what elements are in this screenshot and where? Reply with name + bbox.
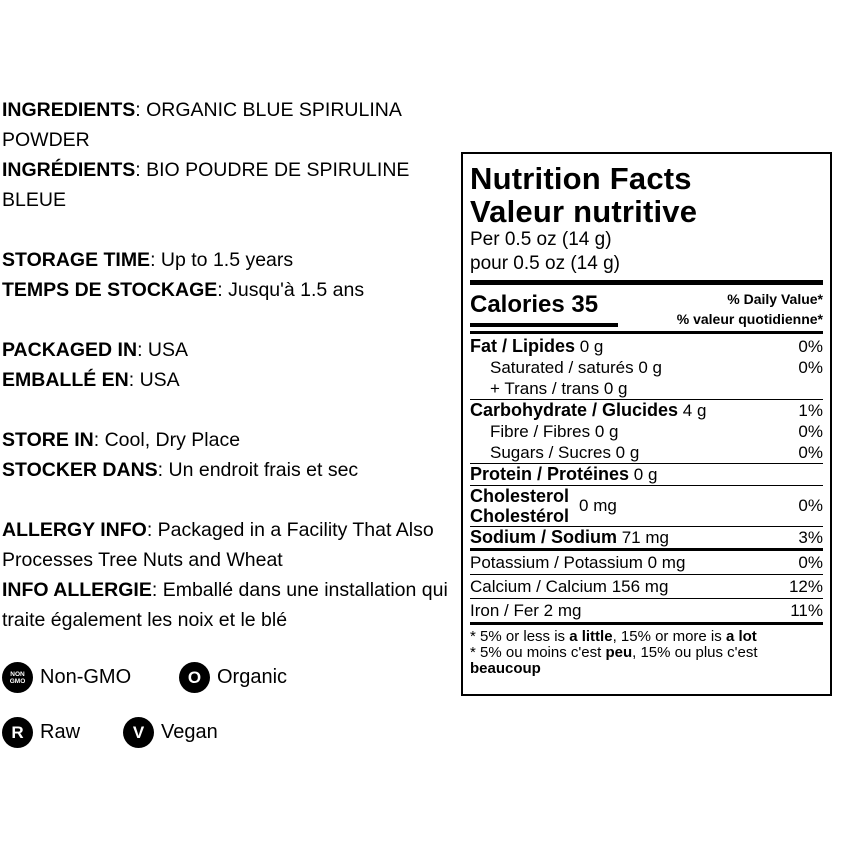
- potassium-row: [470, 551, 823, 574]
- calories-row: [470, 285, 823, 327]
- carbohydrate-label: Carbohydrate / Glucides: [470, 400, 679, 420]
- store-en-label: STORE IN: [2, 429, 94, 451]
- nutrition-facts-table: [461, 152, 832, 696]
- calcium-label: Calcium / Calcium 156 mg: [470, 577, 669, 596]
- iron-row: [470, 599, 823, 622]
- saturated-dv: 0%: [798, 358, 823, 377]
- daily-value-header: [677, 289, 823, 329]
- trans-row: [470, 378, 823, 399]
- storage-time-en-value: : Up to 1.5 years: [150, 249, 294, 271]
- ingredients-en: [2, 95, 457, 155]
- storage-time-fr: [2, 275, 457, 305]
- product-info: [2, 95, 457, 635]
- store-fr-value: : Un endroit frais et sec: [157, 459, 359, 481]
- carbohydrate-row: [470, 400, 823, 421]
- non-gmo-label: Non-GMO: [40, 666, 132, 688]
- fat-dv: 0%: [798, 337, 823, 356]
- store-en: [2, 425, 457, 455]
- packaged-fr: [2, 365, 457, 395]
- cholesterol-dv: 0%: [798, 496, 823, 515]
- allergy-fr: [2, 575, 457, 635]
- ingredients-fr-label: INGRÉDIENTS: [2, 159, 136, 181]
- store-fr: [2, 455, 457, 485]
- sugars-dv: 0%: [798, 443, 823, 462]
- footnote-en-a: * 5% or less is: [470, 628, 570, 645]
- serving-en: Per 0.5 oz (14 g): [470, 229, 612, 250]
- fibre-label: Fibre / Fibres 0 g: [490, 422, 619, 441]
- packaged-en-label: PACKAGED IN: [2, 339, 138, 361]
- fat-row: [470, 336, 823, 357]
- potassium-label: Potassium / Potassium 0 mg: [470, 553, 686, 572]
- badge-vegan: [123, 717, 218, 748]
- organic-label: Organic: [217, 666, 288, 688]
- protein-amount: 0 g: [629, 465, 658, 484]
- protein-label: Protein / Protéines: [470, 464, 630, 484]
- cholesterol-row: [470, 486, 823, 526]
- packaged-en: [2, 335, 457, 365]
- badge-raw: [2, 717, 80, 748]
- fat-label: Fat / Lipides: [470, 336, 576, 356]
- storage-time-fr-value: : Jusqu'à 1.5 ans: [217, 279, 365, 301]
- storage-time-en-label: STORAGE TIME: [2, 249, 151, 271]
- allergy-fr-label: INFO ALLERGIE: [2, 579, 152, 601]
- cholesterol-fr: Cholestérol: [470, 506, 570, 526]
- fat-amount: 0 g: [575, 337, 604, 356]
- organic-icon: O: [179, 662, 210, 693]
- footnote-en-c: , 15% or more is: [612, 628, 726, 645]
- non-gmo-icon-bottom: GMO: [9, 677, 26, 685]
- nutrition-title-fr: Valeur nutritive: [470, 194, 698, 229]
- divider-medium: [470, 622, 823, 625]
- divider-medium: [470, 331, 823, 334]
- calories: Calories 35: [470, 291, 599, 318]
- iron-dv: 11%: [790, 601, 823, 620]
- vegan-label: Vegan: [161, 721, 218, 743]
- sugars-label: Sugars / Sucres 0 g: [490, 443, 640, 462]
- sodium-dv: 3%: [798, 528, 823, 547]
- store-en-value: : Cool, Dry Place: [93, 429, 241, 451]
- footnote-en: [470, 629, 823, 645]
- carbohydrate-dv: 1%: [798, 401, 823, 420]
- cholesterol-amount: 0 mg: [579, 496, 617, 515]
- footnote-fr-b: peu: [605, 644, 633, 661]
- ingredients-fr: [2, 155, 457, 215]
- storage-time-fr-label: TEMPS DE STOCKAGE: [2, 279, 218, 301]
- footnote-fr-a: * 5% ou moins c'est: [470, 644, 606, 661]
- nutrition-title-en: Nutrition Facts: [470, 161, 692, 196]
- sodium-amount: 71 mg: [617, 528, 669, 547]
- raw-icon: R: [2, 717, 33, 748]
- non-gmo-icon-top: NON: [10, 670, 25, 678]
- store-fr-label: STOCKER DANS: [2, 459, 158, 481]
- allergy-fr-value: : Emballé dans une installation qui traite également les noix et le blé: [2, 579, 448, 631]
- carbohydrate-amount: 4 g: [678, 401, 707, 420]
- sugars-row: [470, 442, 823, 463]
- sodium-label: Sodium / Sodium: [470, 527, 617, 547]
- calories-underline: [470, 323, 618, 327]
- footnote: [470, 629, 823, 677]
- footnote-en-d: a lot: [725, 628, 757, 645]
- serving-fr: pour 0.5 oz (14 g): [470, 253, 620, 274]
- iron-label: Iron / Fer 2 mg: [470, 601, 582, 620]
- saturated-label: Saturated / saturés 0 g: [490, 358, 662, 377]
- trans-label: + Trans / trans 0 g: [490, 379, 628, 398]
- badge-organic: [179, 662, 287, 693]
- allergy-en-label: ALLERGY INFO: [2, 519, 147, 541]
- vegan-icon: V: [123, 717, 154, 748]
- ingredients-en-value: : ORGANIC BLUE SPIRULINA POWDER: [2, 99, 401, 151]
- footnote-en-b: a little: [569, 628, 613, 645]
- packaged-en-value: : USA: [137, 339, 188, 361]
- raw-label: Raw: [40, 721, 81, 743]
- calcium-row: [470, 575, 823, 598]
- sodium-row: [470, 527, 823, 548]
- footnote-fr-d: beaucoup: [470, 660, 541, 677]
- non-gmo-icon: [2, 662, 33, 693]
- potassium-dv: 0%: [798, 553, 823, 572]
- ingredients-fr-value: : BIO POUDRE DE SPIRULINE BLEUE: [2, 159, 410, 211]
- footnote-fr: [470, 645, 823, 677]
- ingredients-en-label: INGREDIENTS: [2, 99, 136, 121]
- footnote-fr-c: , 15% ou plus c'est: [632, 644, 758, 661]
- saturated-row: [470, 357, 823, 378]
- dv-header-en: % Daily Value*: [727, 291, 823, 307]
- badge-non-gmo: [2, 662, 131, 693]
- protein-row: [470, 464, 823, 485]
- cholesterol-label: [470, 486, 569, 526]
- cholesterol-en: Cholesterol: [470, 486, 570, 506]
- calcium-dv: 12%: [788, 577, 823, 596]
- fibre-dv: 0%: [798, 422, 823, 441]
- fibre-row: [470, 421, 823, 442]
- allergy-en-value: : Packaged in a Facility That Also Processes Tree Nuts and Wheat: [2, 519, 434, 571]
- packaged-fr-value: : USA: [128, 369, 180, 391]
- packaged-fr-label: EMBALLÉ EN: [2, 369, 129, 391]
- storage-time-en: [2, 245, 457, 275]
- allergy-en: [2, 515, 457, 575]
- dv-header-fr: % valeur quotidienne*: [676, 311, 823, 327]
